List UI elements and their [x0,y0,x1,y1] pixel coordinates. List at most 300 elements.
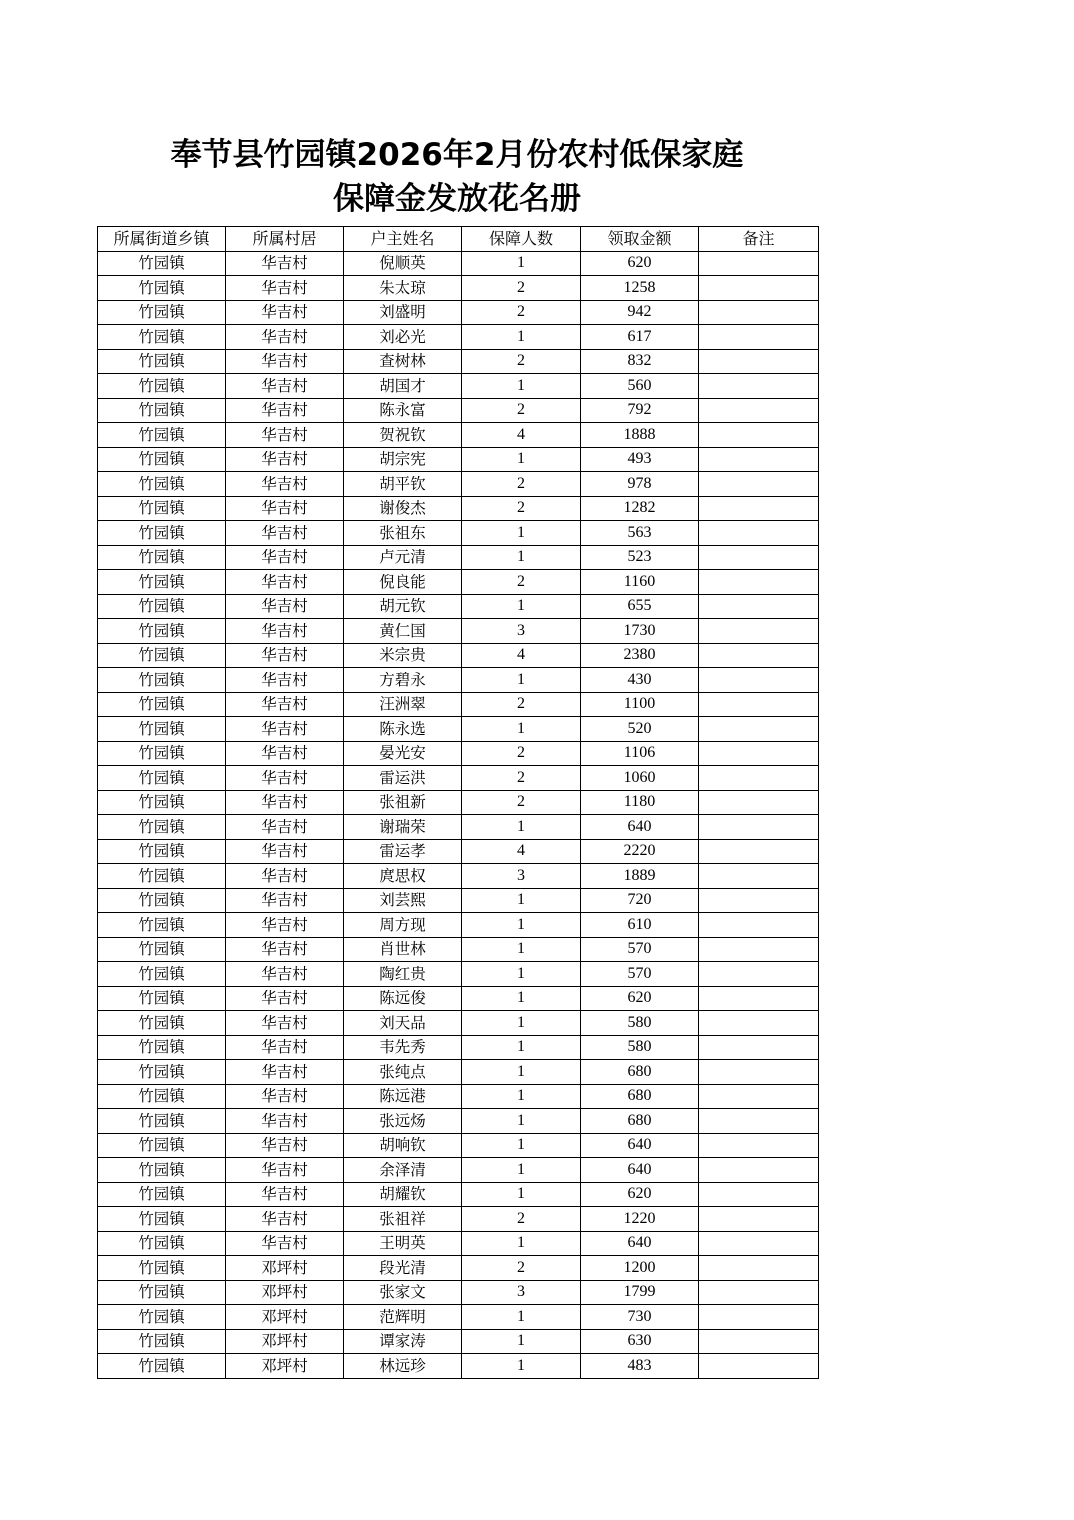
remarks-cell [699,276,819,301]
amount-cell: 1889 [581,864,699,889]
table-row [98,986,819,1011]
township-cell: 竹园镇 [98,570,226,595]
township-cell: 竹园镇 [98,668,226,693]
persons-cell: 2 [462,276,581,301]
village-cell: 华吉村 [226,1011,344,1036]
township-cell: 竹园镇 [98,1011,226,1036]
householder-cell: 陈远俊 [344,986,462,1011]
amount-cell: 640 [581,815,699,840]
persons-cell: 1 [462,1182,581,1207]
remarks-cell [699,986,819,1011]
table-row [98,1329,819,1354]
householder-cell: 林远珍 [344,1354,462,1379]
persons-cell: 1 [462,1231,581,1256]
persons-cell: 2 [462,741,581,766]
table-row [98,374,819,399]
amount-cell: 978 [581,472,699,497]
township-cell: 竹园镇 [98,300,226,325]
remarks-cell [699,1305,819,1330]
householder-cell: 黄仁国 [344,619,462,644]
amount-cell: 1799 [581,1280,699,1305]
village-cell: 华吉村 [226,619,344,644]
table-row [98,1060,819,1085]
village-cell: 华吉村 [226,374,344,399]
householder-cell: 张远炀 [344,1109,462,1134]
village-cell: 华吉村 [226,1158,344,1183]
village-cell: 华吉村 [226,521,344,546]
table-row [98,594,819,619]
householder-cell: 张家文 [344,1280,462,1305]
table-row [98,1305,819,1330]
table-row [98,300,819,325]
amount-cell: 1106 [581,741,699,766]
township-cell: 竹园镇 [98,913,226,938]
remarks-cell [699,325,819,350]
amount-cell: 680 [581,1109,699,1134]
persons-cell: 3 [462,1280,581,1305]
remarks-cell [699,251,819,276]
amount-cell: 720 [581,888,699,913]
township-cell: 竹园镇 [98,643,226,668]
amount-cell: 1180 [581,790,699,815]
amount-cell: 620 [581,251,699,276]
village-cell: 华吉村 [226,398,344,423]
table-row [98,545,819,570]
householder-cell: 方碧永 [344,668,462,693]
village-cell: 华吉村 [226,276,344,301]
amount-cell: 430 [581,668,699,693]
table-row [98,447,819,472]
township-cell: 竹园镇 [98,496,226,521]
persons-cell: 1 [462,888,581,913]
table-row [98,276,819,301]
amount-cell: 570 [581,937,699,962]
householder-cell: 卢元清 [344,545,462,570]
village-cell: 华吉村 [226,594,344,619]
remarks-cell [699,300,819,325]
householder-cell: 倪良能 [344,570,462,595]
township-cell: 竹园镇 [98,447,226,472]
remarks-cell [699,1133,819,1158]
township-cell: 竹园镇 [98,349,226,374]
table-row [98,1011,819,1036]
householder-cell: 倪顺英 [344,251,462,276]
persons-cell: 1 [462,1109,581,1134]
remarks-cell [699,1329,819,1354]
township-cell: 竹园镇 [98,1084,226,1109]
amount-cell: 610 [581,913,699,938]
village-cell: 华吉村 [226,1060,344,1085]
remarks-cell [699,545,819,570]
township-cell: 竹园镇 [98,1133,226,1158]
village-cell: 华吉村 [226,423,344,448]
village-cell: 华吉村 [226,1109,344,1134]
persons-cell: 1 [462,545,581,570]
title-line-1: 奉节县竹园镇2026年2月份农村低保家庭 [170,137,744,173]
householder-cell: 陶红贵 [344,962,462,987]
persons-cell: 1 [462,1133,581,1158]
remarks-cell [699,668,819,693]
householder-cell: 陈永选 [344,717,462,742]
householder-cell: 段光清 [344,1256,462,1281]
householder-cell: 胡宗宪 [344,447,462,472]
remarks-cell [699,839,819,864]
householder-cell: 张祖新 [344,790,462,815]
remarks-cell [699,790,819,815]
amount-cell: 2220 [581,839,699,864]
persons-cell: 4 [462,643,581,668]
remarks-cell [699,741,819,766]
village-cell: 华吉村 [226,496,344,521]
header-village: 所属村居 [226,227,344,252]
remarks-cell [699,398,819,423]
householder-cell: 刘天品 [344,1011,462,1036]
persons-cell: 1 [462,325,581,350]
township-cell: 竹园镇 [98,741,226,766]
remarks-cell [699,619,819,644]
remarks-cell [699,962,819,987]
township-cell: 竹园镇 [98,325,226,350]
township-cell: 竹园镇 [98,815,226,840]
village-cell: 华吉村 [226,962,344,987]
header-persons: 保障人数 [462,227,581,252]
township-cell: 竹园镇 [98,251,226,276]
village-cell: 华吉村 [226,741,344,766]
remarks-cell [699,913,819,938]
remarks-cell [699,1084,819,1109]
persons-cell: 1 [462,986,581,1011]
village-cell: 华吉村 [226,447,344,472]
table-row [98,570,819,595]
amount-cell: 1888 [581,423,699,448]
amount-cell: 570 [581,962,699,987]
village-cell: 邓坪村 [226,1280,344,1305]
remarks-cell [699,496,819,521]
householder-cell: 张祖祥 [344,1207,462,1232]
householder-cell: 余泽清 [344,1158,462,1183]
persons-cell: 1 [462,1035,581,1060]
householder-cell: 刘盛明 [344,300,462,325]
village-cell: 邓坪村 [226,1256,344,1281]
village-cell: 华吉村 [226,790,344,815]
remarks-cell [699,349,819,374]
persons-cell: 3 [462,619,581,644]
township-cell: 竹园镇 [98,1060,226,1085]
village-cell: 华吉村 [226,864,344,889]
village-cell: 华吉村 [226,986,344,1011]
village-cell: 华吉村 [226,300,344,325]
township-cell: 竹园镇 [98,521,226,546]
remarks-cell [699,766,819,791]
remarks-cell [699,1182,819,1207]
table-row [98,692,819,717]
householder-cell: 朱太琼 [344,276,462,301]
remarks-cell [699,472,819,497]
village-cell: 华吉村 [226,692,344,717]
township-cell: 竹园镇 [98,472,226,497]
householder-cell: 谢俊杰 [344,496,462,521]
remarks-cell [699,643,819,668]
remarks-cell [699,717,819,742]
township-cell: 竹园镇 [98,986,226,1011]
persons-cell: 2 [462,1256,581,1281]
township-cell: 竹园镇 [98,1280,226,1305]
header-householder: 户主姓名 [344,227,462,252]
amount-cell: 523 [581,545,699,570]
table-row [98,1354,819,1379]
amount-cell: 942 [581,300,699,325]
township-cell: 竹园镇 [98,1256,226,1281]
village-cell: 华吉村 [226,913,344,938]
amount-cell: 640 [581,1133,699,1158]
table-row [98,1207,819,1232]
persons-cell: 2 [462,300,581,325]
persons-cell: 1 [462,1158,581,1183]
amount-cell: 493 [581,447,699,472]
amount-cell: 680 [581,1084,699,1109]
amount-cell: 640 [581,1231,699,1256]
village-cell: 华吉村 [226,251,344,276]
village-cell: 华吉村 [226,1035,344,1060]
householder-cell: 汪洲翠 [344,692,462,717]
remarks-cell [699,1060,819,1085]
village-cell: 华吉村 [226,1084,344,1109]
amount-cell: 1258 [581,276,699,301]
table-row [98,251,819,276]
table-row [98,937,819,962]
amount-cell: 680 [581,1060,699,1085]
householder-cell: 晏光安 [344,741,462,766]
amount-cell: 560 [581,374,699,399]
amount-cell: 620 [581,1182,699,1207]
householder-cell: 雷运洪 [344,766,462,791]
township-cell: 竹园镇 [98,888,226,913]
village-cell: 华吉村 [226,643,344,668]
township-cell: 竹园镇 [98,276,226,301]
township-cell: 竹园镇 [98,1207,226,1232]
persons-cell: 2 [462,349,581,374]
remarks-cell [699,1011,819,1036]
amount-cell: 620 [581,986,699,1011]
remarks-cell [699,1354,819,1379]
table-row [98,643,819,668]
roster-body [98,251,819,1378]
persons-cell: 2 [462,472,581,497]
township-cell: 竹园镇 [98,374,226,399]
householder-cell: 米宗贵 [344,643,462,668]
table-row [98,1231,819,1256]
persons-cell: 1 [462,251,581,276]
householder-cell: 刘芸熙 [344,888,462,913]
amount-cell: 730 [581,1305,699,1330]
persons-cell: 1 [462,1084,581,1109]
householder-cell: 肖世林 [344,937,462,962]
householder-cell: 查树林 [344,349,462,374]
persons-cell: 1 [462,1060,581,1085]
title-line-2: 保障金发放花名册 [333,181,581,217]
persons-cell: 1 [462,447,581,472]
village-cell: 华吉村 [226,1231,344,1256]
village-cell: 华吉村 [226,668,344,693]
table-row [98,1133,819,1158]
householder-cell: 胡元钦 [344,594,462,619]
table-row [98,619,819,644]
amount-cell: 1060 [581,766,699,791]
persons-cell: 1 [462,717,581,742]
persons-cell: 1 [462,521,581,546]
remarks-cell [699,570,819,595]
remarks-cell [699,937,819,962]
amount-cell: 520 [581,717,699,742]
amount-cell: 1282 [581,496,699,521]
amount-cell: 1160 [581,570,699,595]
householder-cell: 胡响钦 [344,1133,462,1158]
township-cell: 竹园镇 [98,1109,226,1134]
householder-cell: 范辉明 [344,1305,462,1330]
remarks-cell [699,447,819,472]
householder-cell: 周方现 [344,913,462,938]
table-row [98,423,819,448]
persons-cell: 2 [462,692,581,717]
remarks-cell [699,423,819,448]
table-row [98,1182,819,1207]
table-row [98,1158,819,1183]
document-title [97,133,817,225]
householder-cell: 胡平钦 [344,472,462,497]
householder-cell: 谢瑞荣 [344,815,462,840]
amount-cell: 580 [581,1035,699,1060]
village-cell: 华吉村 [226,937,344,962]
township-cell: 竹园镇 [98,839,226,864]
remarks-cell [699,1231,819,1256]
amount-cell: 1100 [581,692,699,717]
table-row [98,962,819,987]
persons-cell: 1 [462,374,581,399]
village-cell: 华吉村 [226,888,344,913]
table-row [98,815,819,840]
township-cell: 竹园镇 [98,1158,226,1183]
householder-cell: 谭家涛 [344,1329,462,1354]
table-row [98,472,819,497]
township-cell: 竹园镇 [98,398,226,423]
township-cell: 竹园镇 [98,1305,226,1330]
remarks-cell [699,594,819,619]
village-cell: 华吉村 [226,1133,344,1158]
village-cell: 华吉村 [226,472,344,497]
remarks-cell [699,1256,819,1281]
township-cell: 竹园镇 [98,594,226,619]
persons-cell: 1 [462,1011,581,1036]
village-cell: 邓坪村 [226,1305,344,1330]
householder-cell: 王明英 [344,1231,462,1256]
persons-cell: 1 [462,815,581,840]
table-row [98,741,819,766]
table-row [98,1035,819,1060]
amount-cell: 617 [581,325,699,350]
header-amount: 领取金额 [581,227,699,252]
village-cell: 华吉村 [226,815,344,840]
township-cell: 竹园镇 [98,1329,226,1354]
table-row [98,398,819,423]
township-cell: 竹园镇 [98,937,226,962]
amount-cell: 1200 [581,1256,699,1281]
village-cell: 华吉村 [226,325,344,350]
township-cell: 竹园镇 [98,864,226,889]
amount-cell: 580 [581,1011,699,1036]
householder-cell: 陈远港 [344,1084,462,1109]
persons-cell: 1 [462,1354,581,1379]
township-cell: 竹园镇 [98,423,226,448]
remarks-cell [699,1280,819,1305]
remarks-cell [699,1109,819,1134]
amount-cell: 563 [581,521,699,546]
table-row [98,766,819,791]
village-cell: 华吉村 [226,545,344,570]
remarks-cell [699,888,819,913]
persons-cell: 1 [462,962,581,987]
persons-cell: 1 [462,1329,581,1354]
amount-cell: 832 [581,349,699,374]
table-row [98,839,819,864]
village-cell: 华吉村 [226,1182,344,1207]
village-cell: 华吉村 [226,570,344,595]
header-remarks: 备注 [699,227,819,252]
remarks-cell [699,864,819,889]
persons-cell: 2 [462,496,581,521]
township-cell: 竹园镇 [98,619,226,644]
township-cell: 竹园镇 [98,1035,226,1060]
remarks-cell [699,1158,819,1183]
amount-cell: 1220 [581,1207,699,1232]
table-row [98,349,819,374]
amount-cell: 1730 [581,619,699,644]
persons-cell: 1 [462,937,581,962]
township-cell: 竹园镇 [98,1354,226,1379]
table-row [98,325,819,350]
persons-cell: 1 [462,668,581,693]
table-row [98,496,819,521]
persons-cell: 2 [462,766,581,791]
remarks-cell [699,521,819,546]
persons-cell: 1 [462,594,581,619]
amount-cell: 483 [581,1354,699,1379]
township-cell: 竹园镇 [98,1182,226,1207]
township-cell: 竹园镇 [98,766,226,791]
householder-cell: 陈永富 [344,398,462,423]
remarks-cell [699,692,819,717]
amount-cell: 2380 [581,643,699,668]
township-cell: 竹园镇 [98,1231,226,1256]
persons-cell: 2 [462,790,581,815]
table-row [98,888,819,913]
householder-cell: 雷运孝 [344,839,462,864]
table-row [98,864,819,889]
persons-cell: 2 [462,570,581,595]
township-cell: 竹园镇 [98,962,226,987]
amount-cell: 655 [581,594,699,619]
householder-cell: 张祖东 [344,521,462,546]
village-cell: 华吉村 [226,766,344,791]
township-cell: 竹园镇 [98,692,226,717]
village-cell: 华吉村 [226,1207,344,1232]
table-row [98,668,819,693]
householder-cell: 胡耀钦 [344,1182,462,1207]
village-cell: 华吉村 [226,839,344,864]
householder-cell: 刘必光 [344,325,462,350]
roster-table [97,226,819,1379]
householder-cell: 贺祝钦 [344,423,462,448]
township-cell: 竹园镇 [98,790,226,815]
